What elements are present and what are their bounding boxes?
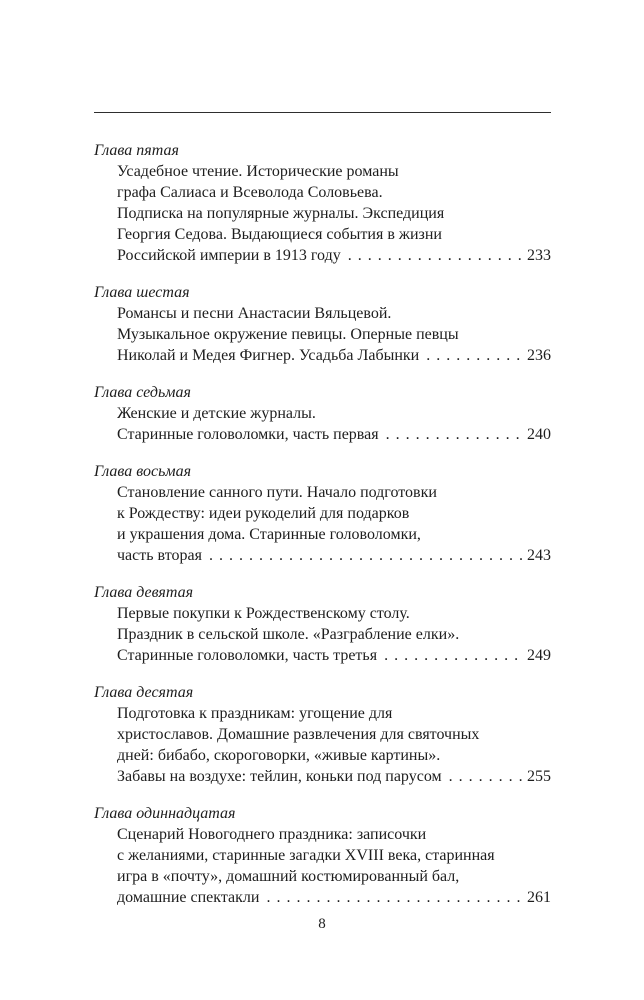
- chapter-title: Глава пятая: [94, 142, 179, 159]
- chapter-page-number: 243: [527, 547, 551, 564]
- chapter-description-line: к Рождеству: идеи рукоделий для подарков: [117, 505, 410, 522]
- dot-leader: [386, 424, 522, 445]
- chapter-description: [94, 482, 551, 566]
- chapter-description: [94, 603, 551, 666]
- dot-leader: [209, 545, 522, 566]
- chapter-description-line: Николай и Медея Фигнер. Усадьба Лабынки: [117, 347, 420, 364]
- chapter-title: Глава десятая: [94, 684, 194, 701]
- chapter-description-line: с желаниями, старинные загадки XVIII века, старинная: [117, 847, 495, 864]
- chapter-description-line: Георгия Седова. Выдающиеся события в жизни: [117, 226, 442, 243]
- dot-leader: [449, 766, 522, 787]
- chapter-description-line: Старинные головоломки, часть третья: [117, 647, 378, 664]
- chapter-description-line: домашние спектакли: [117, 889, 260, 906]
- chapter-page-number: 233: [527, 247, 551, 264]
- chapter-page-number: 240: [527, 426, 551, 443]
- chapter-description-line: и украшения дома. Старинные головоломки,: [117, 526, 421, 543]
- chapter-description-line: графа Салиаса и Всеволода Соловьева.: [117, 184, 383, 201]
- toc-entry: [94, 382, 551, 445]
- toc-entry-last-line: [117, 887, 551, 908]
- chapter-description-line: дней: бибабо, скороговорки, «живые картины».: [117, 747, 441, 764]
- chapter-page-number: 261: [527, 889, 551, 906]
- toc-entry: [94, 582, 551, 666]
- page-content: [94, 112, 551, 924]
- chapter-description-line: игра в «почту», домашний костюмированный бал,: [117, 868, 460, 885]
- chapter-page-number: 249: [527, 647, 551, 664]
- chapter-description-line: Забавы на воздухе: тейлин, коньки под парусом: [117, 768, 442, 785]
- page-number: 8: [318, 916, 326, 932]
- chapter-description-line: Старинные головоломки, часть первая: [117, 426, 379, 443]
- toc-entry-last-line: [117, 424, 551, 445]
- dot-leader: [384, 645, 522, 666]
- chapter-description: [94, 703, 551, 787]
- chapter-description-line: Подготовка к праздникам: угощение для: [117, 705, 393, 722]
- chapter-description-line: Подписка на популярные журналы. Экспедиция: [117, 205, 445, 222]
- chapter-title: Глава одиннадцатая: [94, 805, 236, 822]
- dot-leader: [426, 345, 522, 366]
- chapter-description-line: Российской империи в 1913 году: [117, 247, 341, 264]
- chapter-description: [94, 403, 551, 445]
- chapter-description-line: Усадебное чтение. Исторические романы: [117, 163, 399, 180]
- toc-entry: [94, 803, 551, 908]
- toc-entry-last-line: [117, 766, 551, 787]
- chapter-title: Глава шестая: [94, 284, 190, 301]
- dot-leader: [266, 887, 522, 908]
- toc-entry: [94, 140, 551, 266]
- toc-entry-last-line: [117, 545, 551, 566]
- chapter-description-line: Музыкальное окружение певицы. Оперные певцы: [117, 326, 459, 343]
- toc-entry-last-line: [117, 245, 551, 266]
- chapter-description-line: Праздник в сельской школе. «Разграбление елки».: [117, 626, 460, 643]
- chapter-page-number: 236: [527, 347, 551, 364]
- chapter-title: Глава девятая: [94, 584, 194, 601]
- chapter-description: [94, 161, 551, 266]
- toc-entry: [94, 461, 551, 566]
- toc-entry: [94, 682, 551, 787]
- chapter-description-line: часть вторая: [117, 547, 202, 564]
- toc-entry-last-line: [117, 645, 551, 666]
- chapter-page-number: 255: [527, 768, 551, 785]
- chapter-description-line: Становление санного пути. Начало подготовки: [117, 484, 437, 501]
- toc-entry-last-line: [117, 345, 551, 366]
- chapter-description-line: Романсы и песни Анастасии Вяльцевой.: [117, 305, 392, 322]
- top-rule: [94, 112, 551, 113]
- chapter-description-line: Сценарий Новогоднего праздника: записочки: [117, 826, 427, 843]
- chapter-description-line: христославов. Домашние развлечения для святочных: [117, 726, 480, 743]
- toc-entry: [94, 282, 551, 366]
- chapter-description: [94, 824, 551, 908]
- table-of-contents: [94, 140, 551, 908]
- chapter-title: Глава восьмая: [94, 463, 192, 480]
- chapter-description-line: Первые покупки к Рождественскому столу.: [117, 605, 410, 622]
- chapter-description: [94, 303, 551, 366]
- chapter-description-line: Женские и детские журналы.: [117, 405, 316, 422]
- chapter-title: Глава седьмая: [94, 384, 191, 401]
- dot-leader: [348, 245, 522, 266]
